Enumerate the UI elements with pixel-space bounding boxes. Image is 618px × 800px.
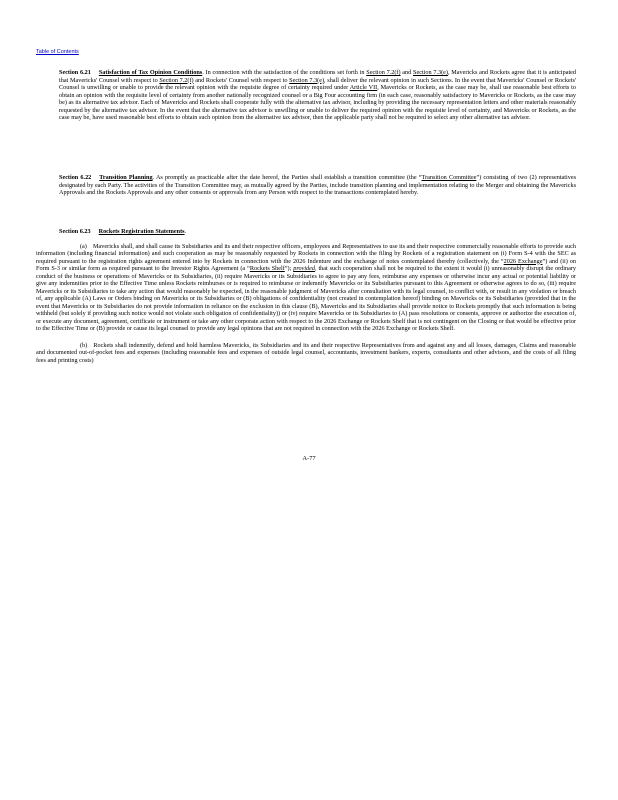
section-6-23 (36, 228, 576, 364)
section-6-21-text: . In connection with the satisfaction of the conditions set forth in (202, 69, 367, 76)
section-6-21-text: , Mavericks or Rockets, as the case may be, shall use reasonable best efforts to obtain an opinion with the requisite level of certainty from another nationally recognized counsel or a Big Four accounting firm (in each case, reasonably satisfactory to Mavericks or Rockets, as the case may be) as its alternative tax advisor. Each of Mavericks and Rockets shall cooperate fully with the alternative tax advisor, including by providing the necessary representation letters and other materials reasonably requested by the alternative tax advisor. In the event that the alternative tax advisor is unwilling or unable to deliver the required opinion with the requisite level of certainty, and Mavericks or Rockets, as the case may be, have used reasonable best efforts to obtain such opinion from the alternative tax advisor, then the applicable party shall not be required to select any other alternative tax advisor. (59, 84, 576, 121)
section-ref-link[interactable]: Section 7.2(f) (366, 69, 401, 76)
article-ref-link[interactable]: Article VII (349, 84, 378, 91)
section-ref-link[interactable]: Section 7.3(e) (413, 69, 448, 76)
page-number: A-77 (302, 455, 316, 462)
section-6-23-paragraph-a (36, 243, 576, 333)
paragraph-a-text: ”); (284, 265, 294, 272)
section-6-21-text: and (400, 69, 413, 76)
section-ref-link[interactable]: Section 7.2(f) (159, 76, 194, 84)
section-6-22-title: Transition Planning (99, 174, 153, 181)
paragraph-a-text: ”) and (ii) on Form S-3 or similar form as required pursuant to the Investor Rights Agreement (a “ (36, 257, 576, 272)
section-6-23-title-tail: . (184, 228, 187, 235)
section-6-23-paragraph-b (36, 342, 576, 365)
table-of-contents-link[interactable]: Table of Contents (36, 49, 79, 55)
section-ref-link[interactable]: Section 7.3(e) (289, 76, 325, 84)
section-6-21-title: Satisfaction of Tax Opinion Conditions (98, 69, 203, 76)
paragraph-b-text: (b) Rockets shall indemnify, defend and hold harmless Mavericks, its Subsidiaries and its and their respective Representatives from and against any and all losses, damages, Claims and reasonable and documented out-of-pocket fees and expenses (including reasonable fees and expenses of outside legal counsel, accountants, investment bankers, experts, consultants and other advisors, and the costs of all filing fees and printing costs) (36, 341, 576, 364)
section-6-23-heading (36, 228, 576, 236)
paragraph-a-text: , that such cooperation shall not be required to the extent it would (i) unreasonably disrupt the ordinary conduct of the business or operations of Mavericks or its Subsidiaries, (ii) require Mavericks or its Subsidiaries to agree to pay any fees, reimburse any expenses or otherwise incur any actual or potential liability or give any indemnities prior to the Effective Time unless Rockets reimburses or is required to reimburse or indemnify Mavericks or its Subsidiaries pursuant to this Agreement or otherwise agrees to do so, (iii) require Mavericks or its Subsidiaries to take any action that would reasonably be expected, in the reasonable judgment of Mavericks after consultation with its legal counsel, to conflict with, or result in any violation or breach of, any applicable (A) Laws or Orders binding on Mavericks or its Subsidiaries or (B) obligations of confidentiality (not created in contemplation hereof) binding on Mavericks or its Subsidiaries (provided that in the event that Mavericks or its Subsidiaries do not provide information in reliance on the exclusion in this clause (B), Mavericks and its Subsidiaries shall provide notice to Rockets promptly that such information is being withheld (but solely if providing such notice would not violate such obligation of confidentiality)) or (iv) require Mavericks or its Subsidiaries to (A) pass resolutions or consents, approve or authorize the execution of, or execute any document, agreement, certificate or instrument or take any other corporate action with respect to the 2026 Exchange or Rockets Shelf that is not contingent on the Closing or that would be effective prior to the Effective Time or (B) provide or cause its legal counsel to provide any legal opinions that are not required in connection with the 2026 Exchange or Rockets Shelf. (36, 265, 576, 332)
section-6-21-paragraph (36, 69, 576, 122)
section-6-21 (36, 69, 576, 122)
section-6-22-number: Section 6.22 (59, 174, 92, 181)
defined-term: Transition Committee (421, 174, 477, 181)
paragraph-a-text: (a) Mavericks shall, and shall cause its Subsidiaries and its and their respective officers, employees and Representatives to use its and their respective commercially reasonable efforts to provide such information (including financial information) and such cooperation as may be reasonably requested by Rockets in connection with the filing by Rockets of a registration statement on (i) Form S-4 with the SEC as required pursuant to the registration rights agreement entered into by Rockets in connection with the 2026 Indenture and the exchange of notes contemplated thereby (collectively, the “ (36, 242, 576, 265)
section-6-21-text: , Mavericks and Rockets agree that it is anticipated that Mavericks' Counsel with respect to (59, 69, 577, 84)
section-6-21-text: , shall deliver the relevant opinion in such Sections. In the event that Mavericks' Counsel or Rockets' Counsel is unwilling or unable to provide the relevant opinion with the requisite degree of certainty required under (59, 76, 576, 91)
section-6-21-number: Section 6.21 (59, 69, 91, 76)
section-6-22 (36, 174, 576, 197)
defined-term: Rockets Shelf (249, 265, 285, 272)
section-6-21-text: and Rockets' Counsel with respect to (193, 76, 290, 84)
section-6-23-number: Section 6.23 (59, 228, 91, 235)
section-6-22-text: ”) consisting of two (2) representatives designated by each Party. The activities of the Transition Committee may, as mutually agreed by the Parties, include transition planning and implementation relating to the Merger and obtaining the Mavericks Approvals and the Rockets Approvals and any other consents or approvals from any Person with respect to the transactions contemplated hereby. (59, 174, 576, 196)
section-6-22-paragraph (36, 174, 576, 197)
defined-term: 2026 Exchange (503, 257, 543, 265)
section-6-23-title: Rockets Registration Statements (98, 228, 185, 235)
section-6-22-text: . As promptly as practicable after the date hereof, the Parties shall establish a transition committee (the “ (152, 174, 422, 181)
proviso-term: provided (293, 265, 315, 272)
